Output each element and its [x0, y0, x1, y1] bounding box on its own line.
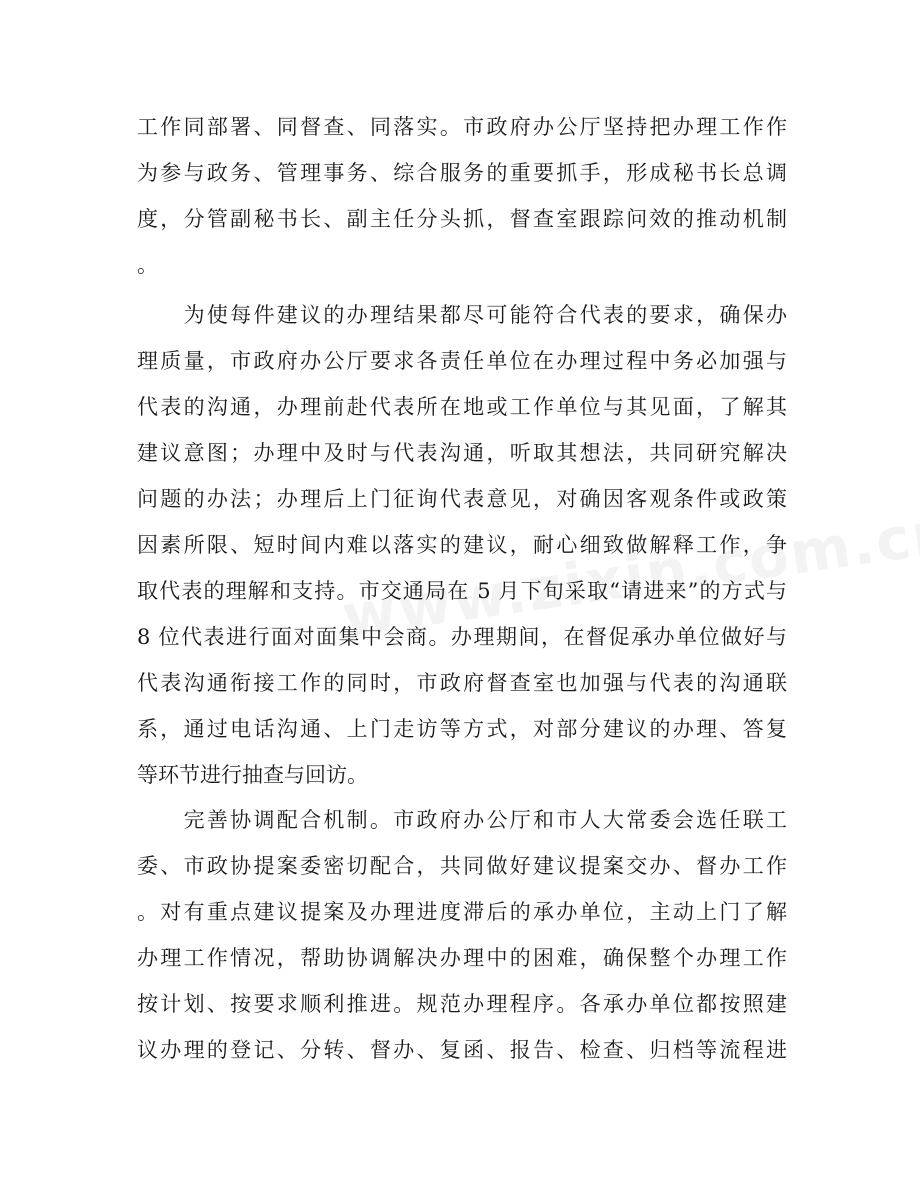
paragraph-3: [137, 797, 787, 1073]
text-line: 因素所限、短时间内难以落实的建议，耐心细致做解释工作，争: [137, 533, 787, 557]
text-line: 问题的办法；办理后上门征询代表意见，对确因客观条件或政策: [137, 487, 787, 511]
text-line: 代表的沟通，办理前赴代表所在地或工作单位与其见面，了解其: [137, 395, 787, 419]
text-line: 系，通过电话沟通、上门走访等方式，对部分建议的办理、答复: [137, 717, 787, 741]
text-line: 工作同部署、同督查、同落实。市政府办公厅坚持把办理工作作: [137, 115, 787, 139]
text-line: 理质量，市政府办公厅要求各责任单位在办理过程中务必加强与: [137, 349, 787, 373]
text-line: 为参与政务、管理事务、综合服务的重要抓手，形成秘书长总调: [137, 161, 787, 185]
text-line: 代表沟通衔接工作的同时，市政府督查室也加强与代表的沟通联: [137, 671, 787, 695]
text-line: 议办理的登记、分转、督办、复函、报告、检查、归档等流程进: [137, 1038, 787, 1062]
text-line: 建议意图；办理中及时与代表沟通，听取其想法，共同研究解决: [137, 441, 787, 465]
text-line: 办理工作情况，帮助协调解决办理中的困难，确保整个办理工作: [137, 946, 787, 970]
text-line: 8 位代表进行面对面集中会商。办理期间，在督促承办单位做好与: [137, 625, 787, 649]
text-line: 取代表的理解和支持。市交通局在 5 月下旬采取“请进来”的方式与: [137, 579, 787, 603]
paragraph-2: [137, 292, 787, 798]
text-line: 委、市政协提案委密切配合，共同做好建议提案交办、督办工作: [137, 854, 787, 878]
text-line: 。: [137, 253, 158, 277]
text-line: 按计划、按要求顺利推进。规范办理程序。各承办单位都按照建: [137, 992, 787, 1016]
text-line: 为使每件建议的办理结果都尽可能符合代表的要求，确保办: [137, 303, 787, 327]
paragraph-1: [137, 104, 787, 288]
text-line: 完善协调配合机制。市政府办公厅和市人大常委会选任联工: [137, 808, 787, 832]
text-line: 。对有重点建议提案及办理进度滞后的承办单位，主动上门了解: [137, 900, 787, 924]
text-line: 度，分管副秘书长、副主任分头抓，督查室跟踪问效的推动机制: [137, 207, 787, 231]
text-line: 等环节进行抽查与回访。: [137, 763, 368, 787]
